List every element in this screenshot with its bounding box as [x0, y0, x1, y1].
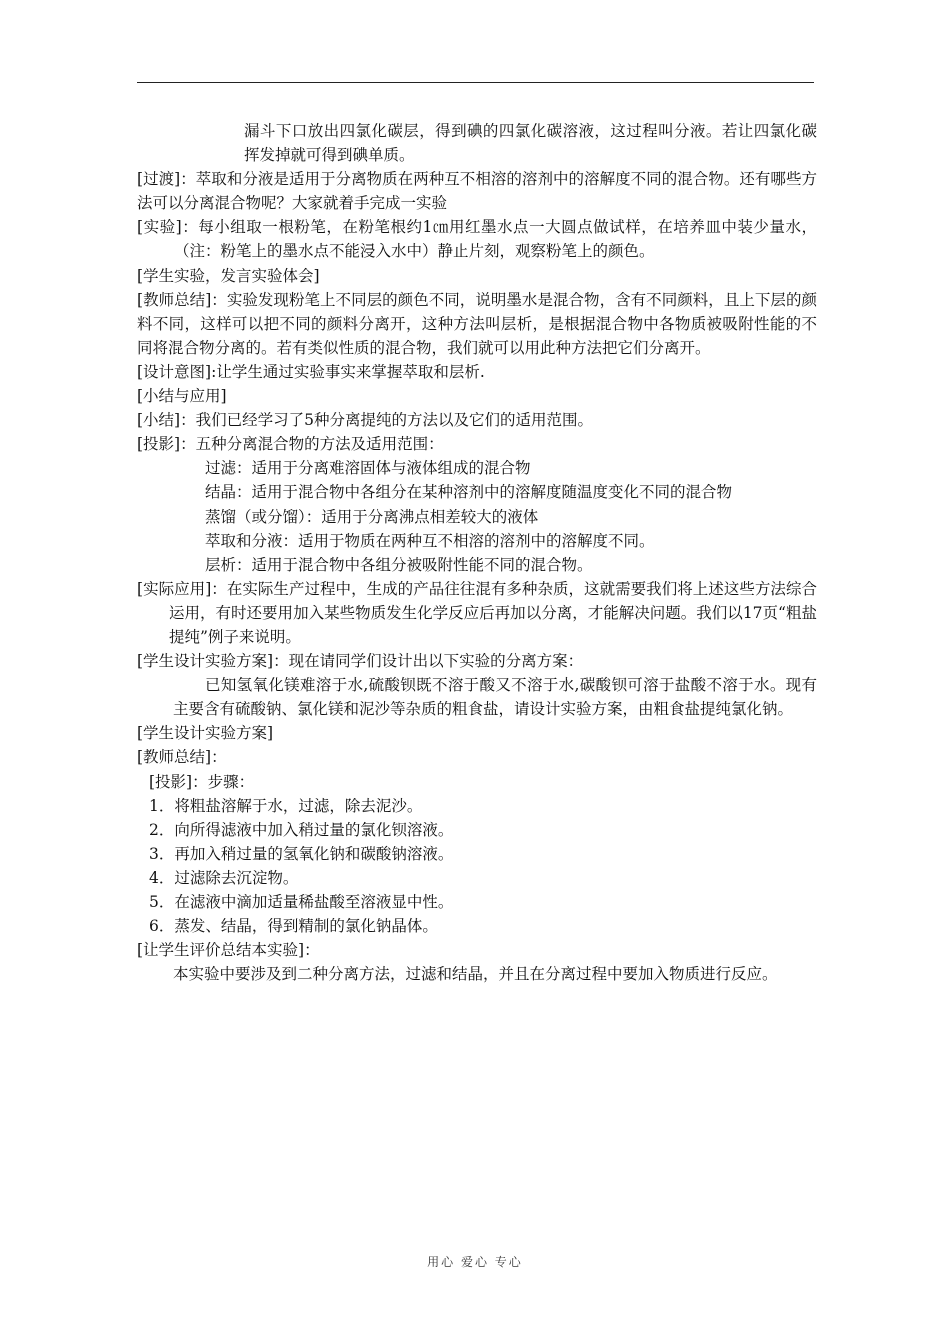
header-rule [137, 82, 814, 83]
heading-summary-application: [小结与应用] [137, 387, 227, 406]
paragraph-projection: [投影]：五种分离混合物的方法及适用范围： [137, 435, 444, 454]
step-item: 6．蒸发、结晶，得到精制的氯化钠晶体。 [149, 917, 438, 936]
paragraph-steps-heading: [投影]：步骤： [149, 772, 255, 791]
paragraph-separatory: 漏斗下口放出四氯化碳层，得到碘的四氯化碳溶液，这过程叫分液。若让四氯化碳挥发掉就可得到碘单质。 [244, 122, 817, 165]
paragraph-practical-application: [实际应用]：在实际生产过程中，生成的产品往往混有多种杂质，这就需要我们将上述这些方法综合运用，有时还要用加入某些物质发生化学反应后再加以分离，才能解决问题。我们以17页“粗盐提纯”例子来说明。 [137, 579, 817, 646]
paragraph-student-design-2: [学生设计实验方案] [137, 724, 274, 743]
document-body [137, 119, 817, 986]
step-item: 2．向所得滤液中加入稍过量的氯化钡溶液。 [149, 820, 454, 839]
paragraph-summary: [小结]：我们已经学习了5种分离提纯的方法以及它们的适用范围。 [137, 411, 593, 430]
step-item: 5．在滤液中滴加适量稀盐酸至溶液显中性。 [149, 893, 454, 911]
paragraph-student-design: [学生设计实验方案]：现在请同学们设计出以下实验的分离方案： [137, 652, 584, 671]
step-item: 4．过滤除去沉淀物。 [149, 868, 299, 887]
method-extraction: 萃取和分液：适用于物质在两种互不相溶的溶剂中的溶解度不同。 [205, 531, 655, 550]
method-crystallization: 结晶：适用于混合物中各组分在某种溶剂中的溶解度随温度变化不同的混合物 [205, 483, 733, 502]
paragraph-problem: 已知氢氧化镁难溶于水,硫酸钡既不溶于酸又不溶于水,碳酸钡可溶于盐酸不溶于水。现有主要含有硫酸钠、氯化镁和泥沙等杂质的粗食盐，请设计实验方案，由粗食盐提纯氯化钠。 [173, 676, 817, 719]
method-chromatography: 层析：适用于混合物中各组分被吸附性能不同的混合物。 [205, 555, 593, 574]
paragraph-teacher-summary: [教师总结]：实验发现粉笔上不同层的颜色不同，说明墨水是混合物，含有不同颜料，且上下层的颜料不同，这样可以把不同的颜料分离开，这种方法叫层析，是根据混合物中各物质被吸附性能的不同将混合物分离的。若有类似性质的混合物，我们就可以用此种方法把它们分离开。 [137, 290, 817, 357]
paragraph-student-experiment: [学生实验，发言实验体会] [137, 266, 320, 285]
paragraph-conclusion: 本实验中要涉及到二种分离方法，过滤和结晶，并且在分离过程中要加入物质进行反应。 [173, 965, 778, 984]
paragraph-design-intent: [设计意图]:让学生通过实验事实来掌握萃取和层析. [137, 362, 485, 381]
method-distillation: 蒸馏（或分馏）：适用于分离沸点相差较大的液体 [205, 507, 539, 526]
step-item: 3．再加入稍过量的氢氧化钠和碳酸钠溶液。 [149, 844, 454, 863]
page-footer: 用心 爱心 专心 [427, 1255, 523, 1269]
paragraph-transition: [过渡]：萃取和分液是适用于分离物质在两种互不相溶的溶剂中的溶解度不同的混合物。还有哪些方法可以分离混合物呢？大家就着手完成一实验 [137, 170, 817, 213]
paragraph-evaluation: [让学生评价总结本实验]： [137, 941, 320, 960]
step-item: 1．将粗盐溶解于水，过滤，除去泥沙。 [149, 796, 423, 815]
paragraph-teacher-summary-2: [教师总结]： [137, 748, 227, 767]
method-filtration: 过滤：适用于分离难溶固体与液体组成的混合物 [205, 459, 531, 478]
paragraph-experiment: [实验]：每小组取一根粉笔，在粉笔根约1㎝用红墨水点一大圆点做试样，在培养皿中装少量水，（注：粉笔上的墨水点不能浸入水中）静止片刻，观察粉笔上的颜色。 [137, 218, 817, 261]
